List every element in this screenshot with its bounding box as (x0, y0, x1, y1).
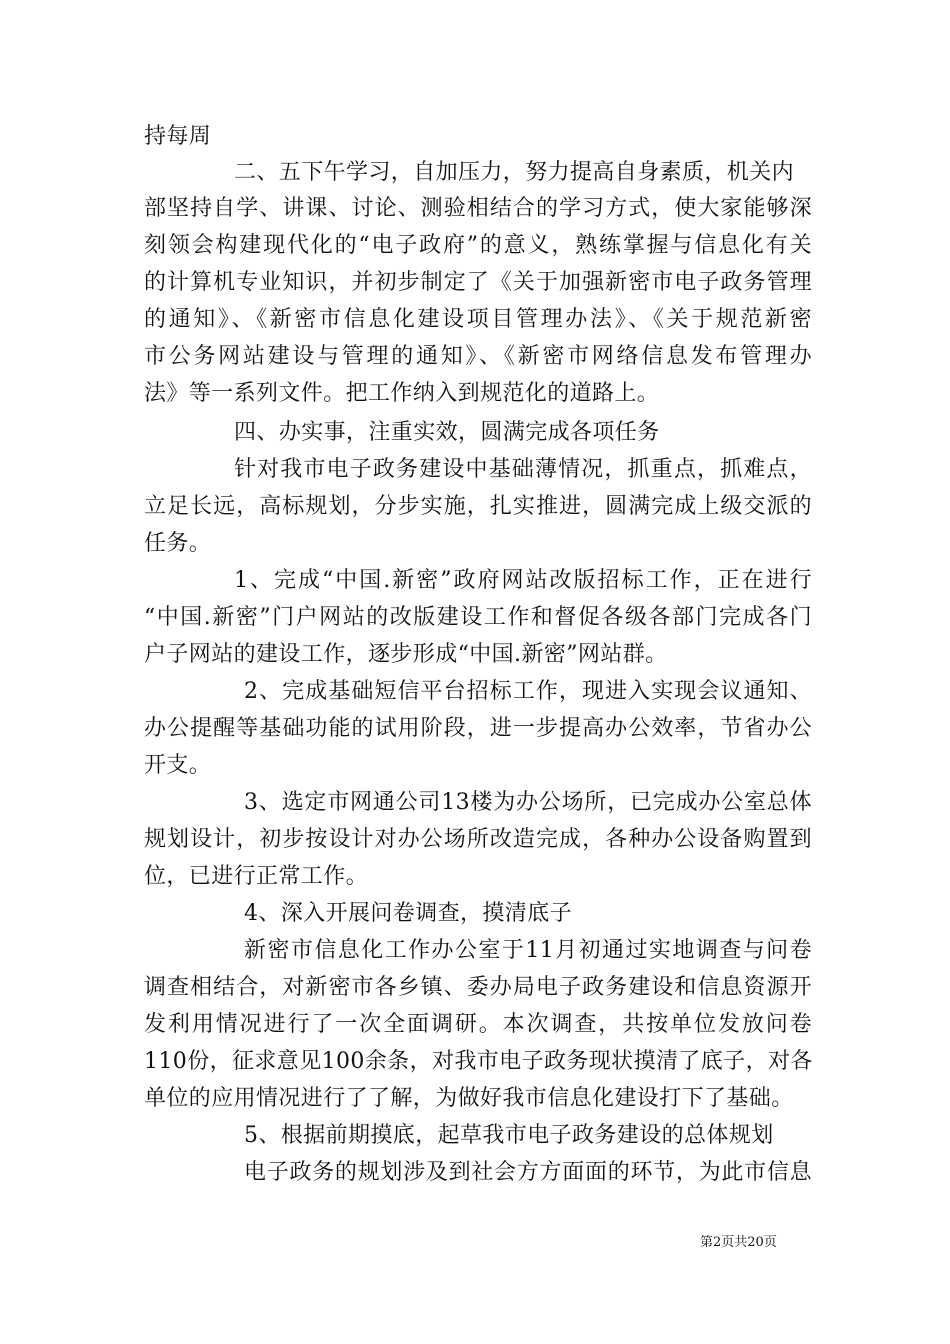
text-line-29: 电子政务的规划涉及到社会方方面面的环节，为此市信息 (244, 1160, 812, 1185)
text-line-12: 任务。 (144, 531, 212, 556)
section-heading-5: 5、根据前期摸底，起草我市电子政务建设的总体规划 (244, 1123, 774, 1148)
text-line-2: 二、五下午学习，自加压力，努力提高自身素质，机关内 (234, 160, 795, 185)
text-line-23: 新密市信息化工作办公室于11月初通过实地调查与问卷 (244, 938, 812, 963)
text-line-18: 开支。 (144, 753, 212, 778)
section-heading-4-1: 4、深入开展问卷调查，摸清底子 (244, 901, 572, 926)
text-line-11: 立足长远，高标规划，分步实施，扎实推进，圆满完成上级交派的 (144, 494, 812, 519)
text-line-1: 持每周 (144, 124, 212, 149)
text-line-4: 刻领会构建现代化的“电子政府”的意义，熟练掌握与信息化有关 (144, 233, 812, 258)
text-line-25: 发利用情况进行了一次全面调研。本次调查，共按单位发放问卷 (144, 1012, 812, 1037)
text-line-7: 市公务网站建设与管理的通知》、《新密市网络信息发布管理办 (144, 344, 812, 369)
text-line-27: 单位的应用情况进行了了解，为做好我市信息化建设打下了基础。 (144, 1086, 794, 1111)
text-line-15: 户子网站的建设工作，逐步形成“中国.新密”网站群。 (144, 642, 668, 667)
text-line-10: 针对我市电子政务建设中基础薄情况，抓重点，抓难点， (234, 457, 812, 482)
text-line-21: 位，已进行正常工作。 (144, 864, 369, 889)
section-heading-4: 四、办实事，注重实效，圆满完成各项任务 (234, 420, 660, 445)
text-line-17: 办公提醒等基础功能的试用阶段，进一步提高办公效率，节省办公 (144, 716, 812, 741)
text-line-14: “中国.新密”门户网站的改版建设工作和督促各级各部门完成各门 (144, 605, 812, 630)
text-line-3: 部坚持自学、讲课、讨论、测验相结合的学习方式，使大家能够深 (144, 196, 812, 221)
text-line-19: 3、选定市网通公司13楼为办公场所，已完成办公室总体 (244, 790, 812, 815)
text-line-13: 1、完成“中国.新密”政府网站改版招标工作，正在进行 (234, 568, 812, 593)
text-line-16: 2、完成基础短信平台招标工作，现进入实现会议通知、 (244, 679, 812, 704)
text-line-26: 110份，征求意见100余条，对我市电子政务现状摸清了底子，对各 (144, 1049, 813, 1074)
text-line-5: 的计算机专业知识，并初步制定了《关于加强新密市电子政务管理 (144, 270, 812, 295)
text-line-20: 规划设计，初步按设计对办公场所改造完成，各种办公设备购置到 (144, 827, 812, 852)
text-line-8: 法》等一系列文件。把工作纳入到规范化的道路上。 (144, 381, 660, 406)
text-line-6: 的通知》、《新密市信息化建设项目管理办法》、《关于规范新密 (144, 307, 812, 332)
text-line-24: 调查相结合，对新密市各乡镇、委办局电子政务建设和信息资源开 (144, 975, 812, 1000)
page-number-footer: 第2页共20页 (700, 1235, 777, 1250)
